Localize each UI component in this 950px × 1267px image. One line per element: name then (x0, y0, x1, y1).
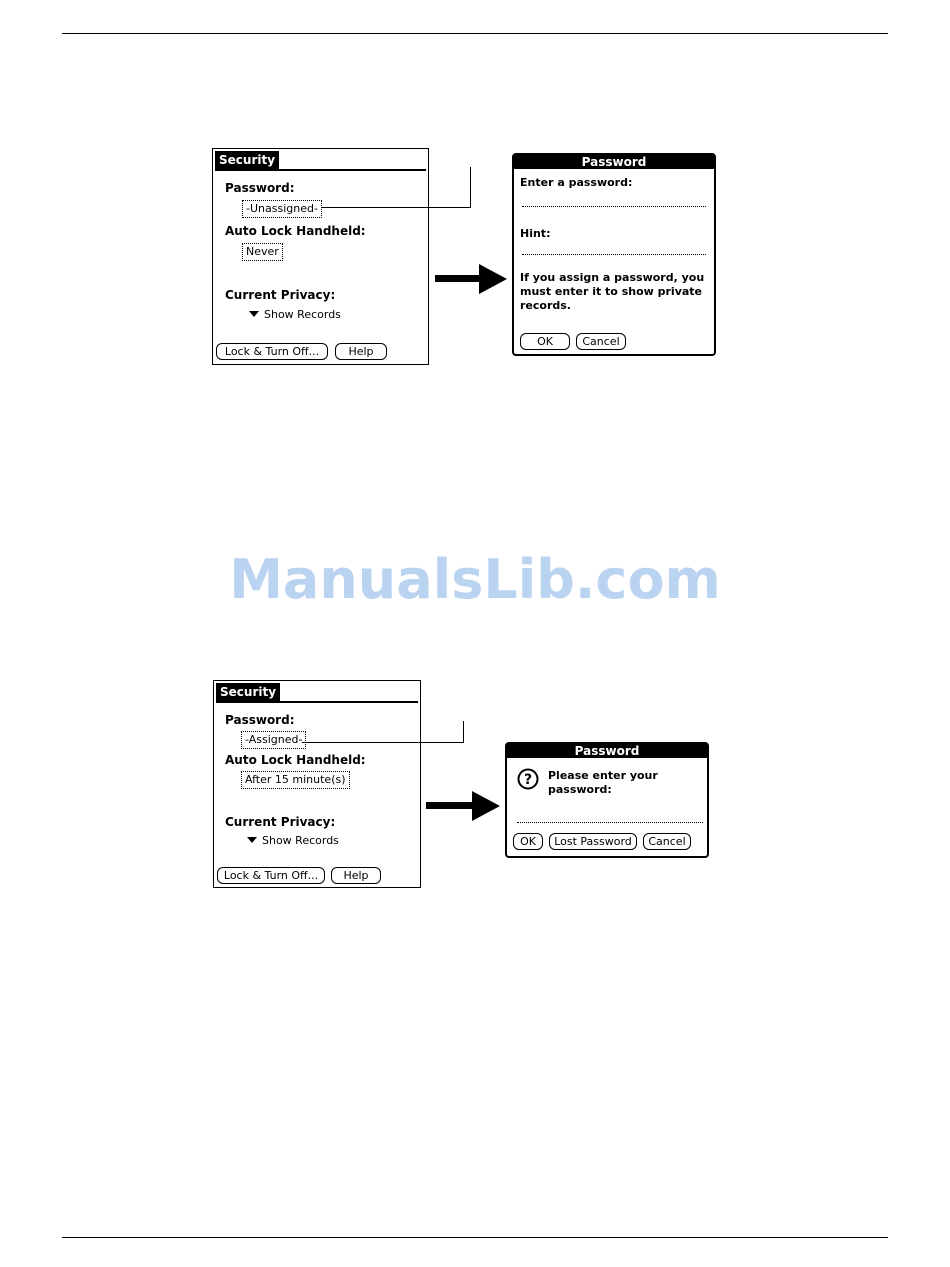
question-icon (517, 768, 539, 790)
password-label: Password: (225, 713, 295, 727)
dropdown-triangle-icon (247, 837, 257, 843)
top-rule (62, 33, 888, 34)
password-selector[interactable]: -Unassigned- (242, 200, 322, 218)
privacy-label: Current Privacy: (225, 288, 336, 302)
privacy-label: Current Privacy: (225, 815, 336, 829)
password-label: Password: (225, 181, 295, 195)
security-title: Security (215, 151, 279, 169)
enter-password-label: Enter a password: (520, 176, 633, 189)
dialog-title: Password (507, 744, 707, 758)
enter-password-prompt: Please enter your password: (548, 769, 658, 796)
cancel-button[interactable]: Cancel (643, 833, 691, 850)
password-selector[interactable]: -Assigned- (241, 731, 306, 749)
autolock-label: Auto Lock Handheld: (225, 753, 366, 767)
password-dialog-set (512, 153, 716, 356)
dropdown-triangle-icon (249, 311, 259, 317)
help-button[interactable]: Help (335, 343, 387, 360)
lock-turn-off-button[interactable]: Lock & Turn Off... (216, 343, 328, 360)
privacy-picker[interactable] (247, 834, 339, 847)
ok-button[interactable]: OK (520, 333, 570, 350)
ok-button[interactable]: OK (513, 833, 543, 850)
autolock-selector[interactable]: Never (242, 243, 283, 261)
svg-text:?: ? (523, 772, 533, 788)
watermark: ManualsLib.com (229, 548, 721, 611)
callout-line (302, 721, 464, 743)
security-title: Security (216, 683, 280, 701)
hint-label: Hint: (520, 227, 551, 240)
security-screen-assigned (213, 680, 421, 888)
dialog-title: Password (514, 155, 714, 169)
privacy-value: Show Records (262, 834, 339, 847)
autolock-label: Auto Lock Handheld: (225, 224, 366, 238)
password-input[interactable] (522, 206, 706, 207)
help-button[interactable]: Help (331, 867, 381, 884)
lock-turn-off-button[interactable]: Lock & Turn Off... (217, 867, 325, 884)
callout-line (322, 167, 471, 208)
right-arrow-icon (435, 262, 507, 296)
password-dialog-enter (505, 742, 709, 858)
privacy-picker[interactable] (249, 308, 341, 321)
cancel-button[interactable]: Cancel (576, 333, 626, 350)
privacy-value: Show Records (264, 308, 341, 321)
password-input[interactable] (517, 822, 703, 823)
security-title-bar (216, 683, 418, 703)
dialog-message: If you assign a password, you must enter it to show private records. (520, 271, 705, 312)
bottom-rule (62, 1237, 888, 1238)
lost-password-button[interactable]: Lost Password (549, 833, 637, 850)
hint-input[interactable] (522, 254, 706, 255)
autolock-selector[interactable]: After 15 minute(s) (241, 771, 350, 789)
right-arrow-icon (426, 789, 500, 823)
